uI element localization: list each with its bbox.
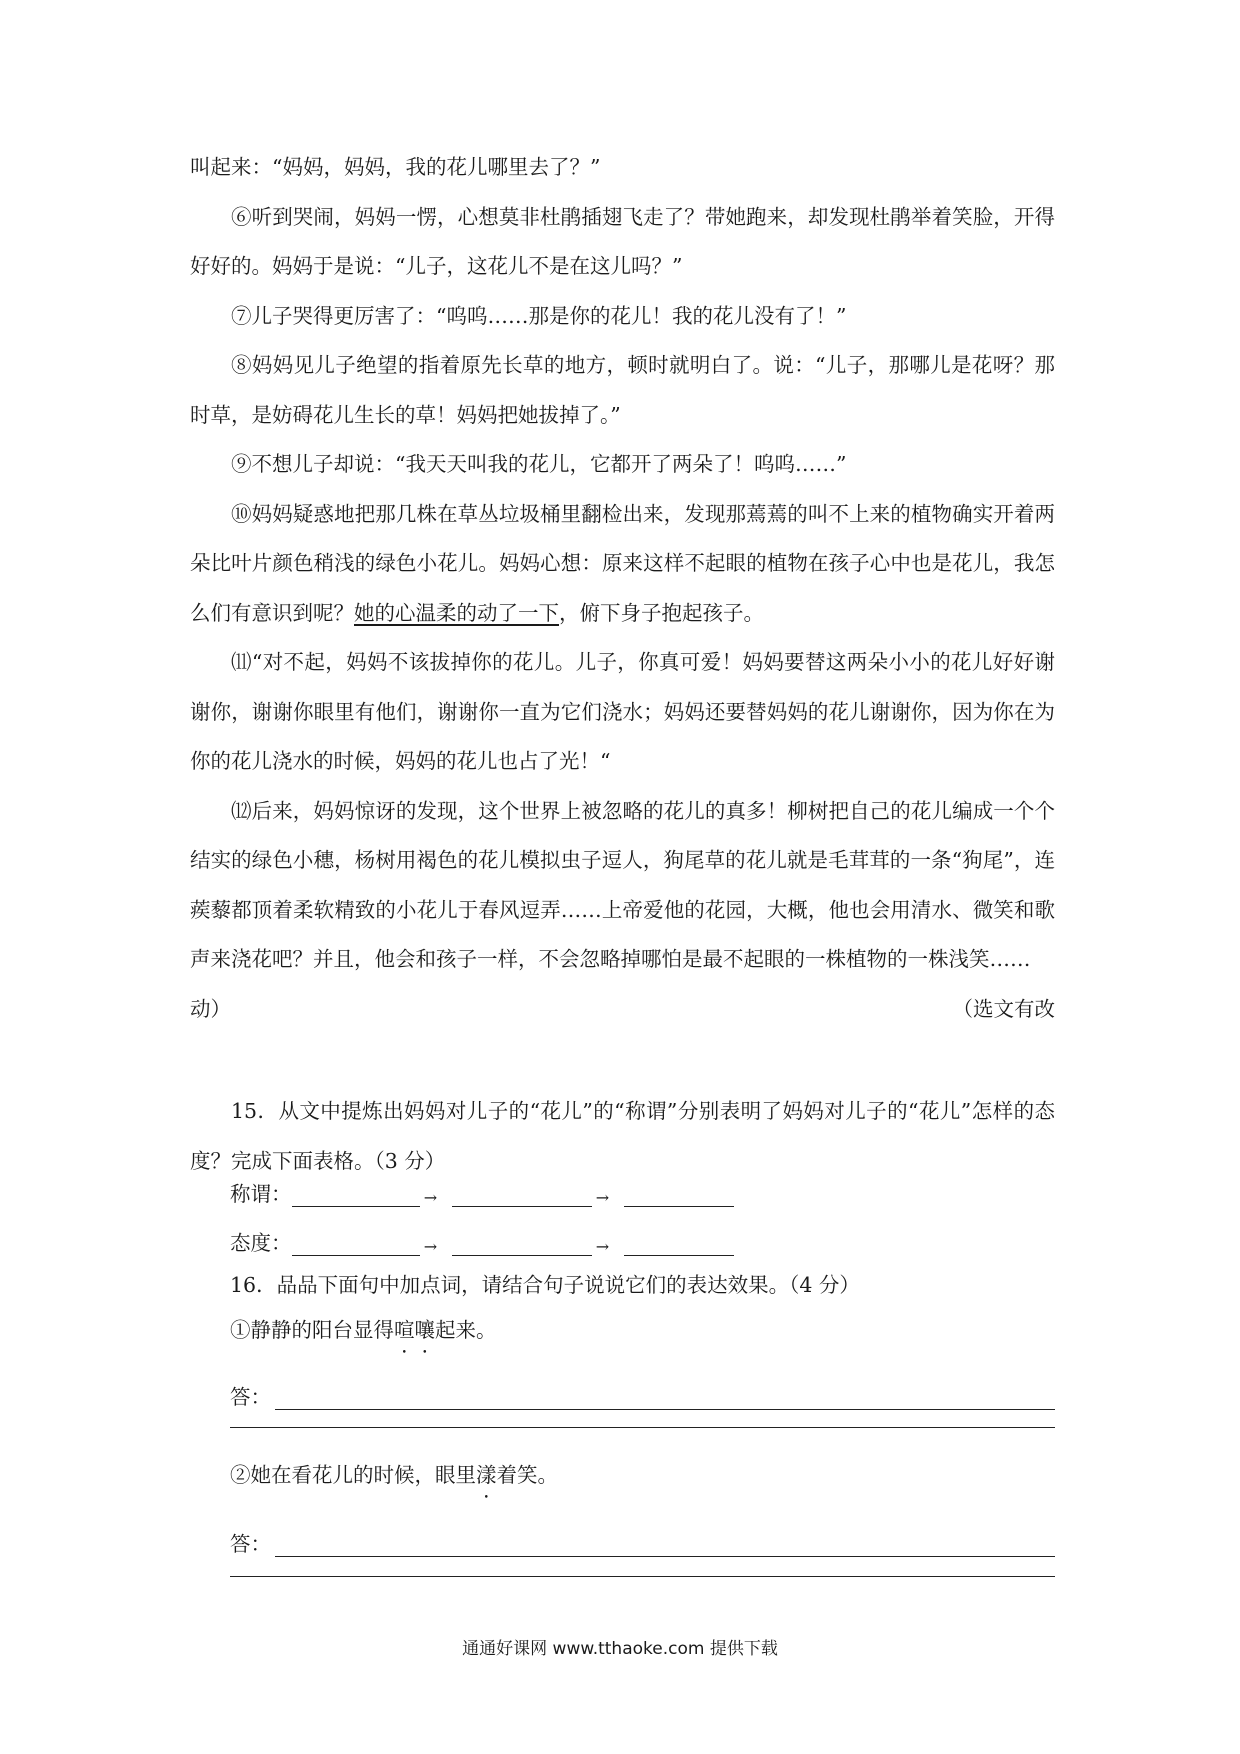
paragraph-10-text-b: ，俯下身子抱起孩子。 (559, 600, 764, 625)
q15-title-blank-1[interactable] (292, 1184, 420, 1207)
page-footer: 通通好课网 www.tthaoke.com 提供下载 (462, 1639, 778, 1659)
answer-line[interactable] (275, 1387, 1055, 1410)
answer-label: 答： (230, 1532, 271, 1556)
q15-row-title-label: 称谓： (230, 1182, 292, 1206)
q15-title-blank-2[interactable] (452, 1184, 592, 1207)
dotted-word: 喧 (394, 1318, 415, 1342)
paragraph-9: ⑨不想儿子却说：“我天天叫我的花儿，它都开了两朵了！呜呜……” (231, 452, 847, 476)
paragraph-12 (190, 787, 1055, 1021)
dotted-word: 嚷 (414, 1318, 435, 1342)
answer-line[interactable] (230, 1576, 1055, 1577)
question-15-text: 15．从文中提炼出妈妈对儿子的“花儿”的“称谓”分别表明了妈妈对儿子的“花儿”怎样的态度？完成下面表格。（3 分） (190, 1099, 1055, 1173)
q15-row-attitude (230, 1226, 734, 1256)
dotted-word: 漾 (476, 1463, 497, 1487)
q16-sentence-2 (230, 1458, 558, 1488)
q15-title-blank-3[interactable] (624, 1184, 734, 1207)
q15-row-title (230, 1177, 734, 1207)
paragraph-8: ⑧妈妈见儿子绝望的指着原先长草的地方，顿时就明白了。说：“儿子，那哪儿是花呀？那时草，是妨碍花儿生长的草！妈妈把她拔掉了。” (190, 353, 1055, 427)
q15-attitude-blank-1[interactable] (292, 1233, 420, 1256)
answer-line[interactable] (230, 1427, 1055, 1428)
q16-s2-text-a: ②她在看花儿的时候，眼里 (230, 1463, 476, 1487)
arrow-icon: → (423, 1188, 438, 1207)
q16-answer-2 (230, 1527, 1055, 1557)
passage (190, 143, 1055, 1034)
q16-s1-text-b: 起来。 (435, 1318, 497, 1342)
paragraph-intro: 叫起来：“妈妈，妈妈，我的花儿哪里去了？” (190, 155, 601, 179)
q15-row-attitude-label: 态度： (230, 1231, 292, 1255)
source-note: （选文有改 (952, 996, 1055, 1021)
q16-answer-1 (230, 1380, 1055, 1410)
answer-label: 答： (230, 1385, 271, 1409)
paragraph-11: ⑾“对不起，妈妈不该拔掉你的花儿。儿子，你真可爱！妈妈要替这两朵小小的花儿好好谢谢你，谢谢你眼里有他们，谢谢你一直为它们浇水；妈妈还要替妈妈的花儿谢谢你，因为你在为你的花儿浇水的时候，妈妈的花儿也占了光！“ (190, 650, 1055, 773)
q15-attitude-blank-3[interactable] (624, 1233, 734, 1256)
question-16-text: 16．品品下面句中加点词，请结合句子说说它们的表达效果。（4 分） (230, 1273, 860, 1297)
paragraph-10 (190, 490, 1055, 639)
question-15 (190, 1087, 1055, 1186)
arrow-icon: → (423, 1237, 438, 1256)
q16-s1-text-a: ①静静的阳台显得 (230, 1318, 394, 1342)
paragraph-7: ⑦儿子哭得更厉害了：“呜呜……那是你的花儿！我的花儿没有了！” (231, 303, 847, 328)
arrow-icon: → (595, 1188, 610, 1207)
q16-sentence-1 (230, 1313, 497, 1343)
q16-s2-text-b: 着笑。 (496, 1463, 558, 1487)
q15-attitude-blank-2[interactable] (452, 1233, 592, 1256)
paragraph-6: ⑥听到哭闹，妈妈一愣，心想莫非杜鹃插翅飞走了？带她跑来，却发现杜鹃举着笑脸，开得好好的。妈妈于是说：“儿子，这花儿不是在这儿吗？” (190, 204, 1055, 278)
paragraph-10-text-a: ⑩妈妈疑惑地把那几株在草丛垃圾桶里翻检出来，发现那蔫蔫的叫不上来的植物确实开着两朵比叶片颜色稍浅的绿色小花儿。妈妈心想：原来这样不起眼的植物在孩子心中也是花儿，我怎么们有意识到呢？ (190, 501, 1055, 625)
source-note-end: 动） (190, 996, 231, 1021)
paragraph-12-text: ⑿后来，妈妈惊讶的发现，这个世界上被忽略的花儿的真多！柳树把自己的花儿编成一个个结实的绿色小穗，杨树用褐色的花儿模拟虫子逗人，狗尾草的花儿就是毛茸茸的一条“狗尾”，连蒺藜都顶着柔软精致的小花儿于春风逗弄……上帝爱他的花园，大概，他也会用清水、微笑和歌声来浇花吧？并且，他会和孩子一样，不会忽略掉哪怕是最不起眼的一株植物的一株浅笑…… (190, 798, 1055, 971)
underlined-sentence: 她的心温柔的动了一下 (354, 600, 559, 625)
answer-line[interactable] (275, 1534, 1055, 1557)
arrow-icon: → (595, 1237, 610, 1256)
